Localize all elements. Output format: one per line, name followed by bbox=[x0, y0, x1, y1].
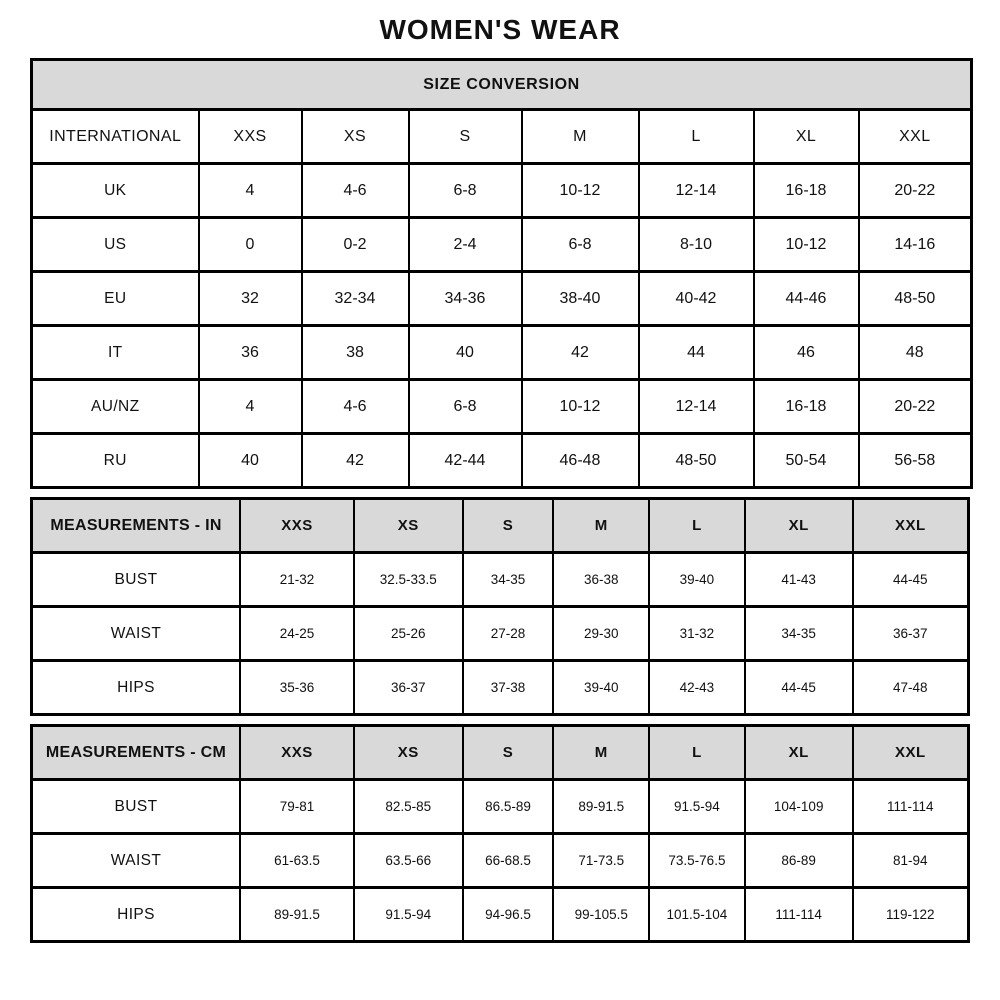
table-cell: 82.5-85 bbox=[354, 780, 463, 834]
table-cell: 4-6 bbox=[302, 164, 409, 218]
row-label-au-nz: AU/NZ bbox=[32, 380, 199, 434]
table-cell: 8-10 bbox=[639, 218, 754, 272]
table-cell: 27-28 bbox=[463, 607, 554, 661]
table-cell: 12-14 bbox=[639, 380, 754, 434]
column-header-s: S bbox=[463, 499, 554, 553]
table-cell: 35-36 bbox=[240, 661, 354, 715]
table-cell: 89-91.5 bbox=[553, 780, 649, 834]
table-cell: 50-54 bbox=[754, 434, 859, 488]
table-cell: 73.5-76.5 bbox=[649, 834, 745, 888]
column-header-s: S bbox=[409, 110, 522, 164]
column-header-m: M bbox=[553, 726, 649, 780]
table-cell: 111-114 bbox=[745, 888, 853, 942]
table-cell: 25-26 bbox=[354, 607, 463, 661]
table-cell: 79-81 bbox=[240, 780, 354, 834]
page-title: WOMEN'S WEAR bbox=[379, 14, 621, 45]
table-cell: 12-14 bbox=[639, 164, 754, 218]
table-cell: 16-18 bbox=[754, 164, 859, 218]
table-cell: 89-91.5 bbox=[240, 888, 354, 942]
table-row bbox=[32, 888, 969, 942]
table-cell: 48 bbox=[859, 326, 972, 380]
measurements-cm-table bbox=[30, 724, 970, 943]
table-row bbox=[32, 326, 972, 380]
table-cell: 29-30 bbox=[553, 607, 649, 661]
table-cell: 32-34 bbox=[302, 272, 409, 326]
table-cell: 6-8 bbox=[409, 164, 522, 218]
table-cell: 44-46 bbox=[754, 272, 859, 326]
table-cell: 37-38 bbox=[463, 661, 554, 715]
table-row bbox=[32, 661, 969, 715]
table-cell: 34-36 bbox=[409, 272, 522, 326]
table-row bbox=[32, 780, 969, 834]
table-cell: 61-63.5 bbox=[240, 834, 354, 888]
table-cell: 44-45 bbox=[745, 661, 853, 715]
table-cell: 99-105.5 bbox=[553, 888, 649, 942]
table-cell: 36-37 bbox=[853, 607, 969, 661]
table-cell: 6-8 bbox=[522, 218, 639, 272]
table-cell: 21-32 bbox=[240, 553, 354, 607]
table-row bbox=[32, 834, 969, 888]
table-cell: 81-94 bbox=[853, 834, 969, 888]
size-conversion-banner: SIZE CONVERSION bbox=[32, 60, 972, 110]
column-header-xs: XS bbox=[354, 726, 463, 780]
table-row bbox=[32, 607, 969, 661]
table-cell: 40 bbox=[409, 326, 522, 380]
table-cell: 86-89 bbox=[745, 834, 853, 888]
table-cell: 4 bbox=[199, 380, 302, 434]
column-header-l: L bbox=[649, 499, 745, 553]
row-label-hips: HIPS bbox=[32, 888, 241, 942]
table-cell: 42 bbox=[302, 434, 409, 488]
table-cell: 41-43 bbox=[745, 553, 853, 607]
column-header-l: L bbox=[639, 110, 754, 164]
row-label-ru: RU bbox=[32, 434, 199, 488]
table-cell: 39-40 bbox=[649, 553, 745, 607]
table-cell: 2-4 bbox=[409, 218, 522, 272]
row-label-uk: UK bbox=[32, 164, 199, 218]
column-header-xs: XS bbox=[302, 110, 409, 164]
table-cell: 48-50 bbox=[859, 272, 972, 326]
table-cell: 86.5-89 bbox=[463, 780, 554, 834]
table-cell: 20-22 bbox=[859, 164, 972, 218]
table-cell: 40-42 bbox=[639, 272, 754, 326]
size-conversion-table bbox=[30, 58, 973, 489]
column-header-xl: XL bbox=[745, 726, 853, 780]
column-header-xxl: XXL bbox=[859, 110, 972, 164]
column-header-s: S bbox=[463, 726, 554, 780]
table-row bbox=[32, 380, 972, 434]
column-header-xl: XL bbox=[745, 499, 853, 553]
table-cell: 32.5-33.5 bbox=[354, 553, 463, 607]
table-cell: 40 bbox=[199, 434, 302, 488]
table-cell: 34-35 bbox=[463, 553, 554, 607]
table-row bbox=[32, 553, 969, 607]
table-cell: 94-96.5 bbox=[463, 888, 554, 942]
table-row bbox=[32, 218, 972, 272]
column-header-xxl: XXL bbox=[853, 499, 969, 553]
table-cell: 38-40 bbox=[522, 272, 639, 326]
table-cell: 10-12 bbox=[754, 218, 859, 272]
table-cell: 44-45 bbox=[853, 553, 969, 607]
table-cell: 104-109 bbox=[745, 780, 853, 834]
table-cell: 24-25 bbox=[240, 607, 354, 661]
column-header-xs: XS bbox=[354, 499, 463, 553]
size-conversion-header-label: INTERNATIONAL bbox=[32, 110, 199, 164]
column-header-xxs: XXS bbox=[240, 499, 354, 553]
column-header-l: L bbox=[649, 726, 745, 780]
row-label-waist: WAIST bbox=[32, 834, 241, 888]
table-cell: 119-122 bbox=[853, 888, 969, 942]
table-cell: 32 bbox=[199, 272, 302, 326]
row-label-hips: HIPS bbox=[32, 661, 241, 715]
table-cell: 34-35 bbox=[745, 607, 853, 661]
table-cell: 44 bbox=[639, 326, 754, 380]
column-header-xxs: XXS bbox=[240, 726, 354, 780]
table-cell: 31-32 bbox=[649, 607, 745, 661]
column-header-xxs: XXS bbox=[199, 110, 302, 164]
table-cell: 39-40 bbox=[553, 661, 649, 715]
table-row bbox=[32, 434, 972, 488]
column-header-m: M bbox=[553, 499, 649, 553]
table-cell: 10-12 bbox=[522, 380, 639, 434]
table-cell: 14-16 bbox=[859, 218, 972, 272]
table-cell: 36-37 bbox=[354, 661, 463, 715]
table-cell: 0 bbox=[199, 218, 302, 272]
table-cell: 4-6 bbox=[302, 380, 409, 434]
table-row bbox=[32, 164, 972, 218]
table-cell: 42-43 bbox=[649, 661, 745, 715]
table-cell: 48-50 bbox=[639, 434, 754, 488]
row-label-us: US bbox=[32, 218, 199, 272]
table-cell: 4 bbox=[199, 164, 302, 218]
table-cell: 36 bbox=[199, 326, 302, 380]
table-cell: 6-8 bbox=[409, 380, 522, 434]
table-cell: 47-48 bbox=[853, 661, 969, 715]
column-header-m: M bbox=[522, 110, 639, 164]
table-cell: 91.5-94 bbox=[649, 780, 745, 834]
table-cell: 42-44 bbox=[409, 434, 522, 488]
table-cell: 38 bbox=[302, 326, 409, 380]
table-cell: 91.5-94 bbox=[354, 888, 463, 942]
table-cell: 111-114 bbox=[853, 780, 969, 834]
row-label-bust: BUST bbox=[32, 780, 241, 834]
table-cell: 46 bbox=[754, 326, 859, 380]
table-cell: 16-18 bbox=[754, 380, 859, 434]
column-header-xl: XL bbox=[754, 110, 859, 164]
table-cell: 101.5-104 bbox=[649, 888, 745, 942]
table-cell: 66-68.5 bbox=[463, 834, 554, 888]
row-label-waist: WAIST bbox=[32, 607, 241, 661]
table-cell: 42 bbox=[522, 326, 639, 380]
table-row bbox=[32, 272, 972, 326]
table-cell: 56-58 bbox=[859, 434, 972, 488]
row-label-eu: EU bbox=[32, 272, 199, 326]
measurements-in-header-label: MEASUREMENTS - IN bbox=[32, 499, 241, 553]
table-cell: 0-2 bbox=[302, 218, 409, 272]
table-cell: 36-38 bbox=[553, 553, 649, 607]
measurements-in-table bbox=[30, 497, 970, 716]
table-cell: 71-73.5 bbox=[553, 834, 649, 888]
measurements-cm-header-label: MEASUREMENTS - CM bbox=[32, 726, 241, 780]
table-cell: 10-12 bbox=[522, 164, 639, 218]
table-cell: 63.5-66 bbox=[354, 834, 463, 888]
row-label-it: IT bbox=[32, 326, 199, 380]
column-header-xxl: XXL bbox=[853, 726, 969, 780]
row-label-bust: BUST bbox=[32, 553, 241, 607]
table-cell: 20-22 bbox=[859, 380, 972, 434]
table-cell: 46-48 bbox=[522, 434, 639, 488]
